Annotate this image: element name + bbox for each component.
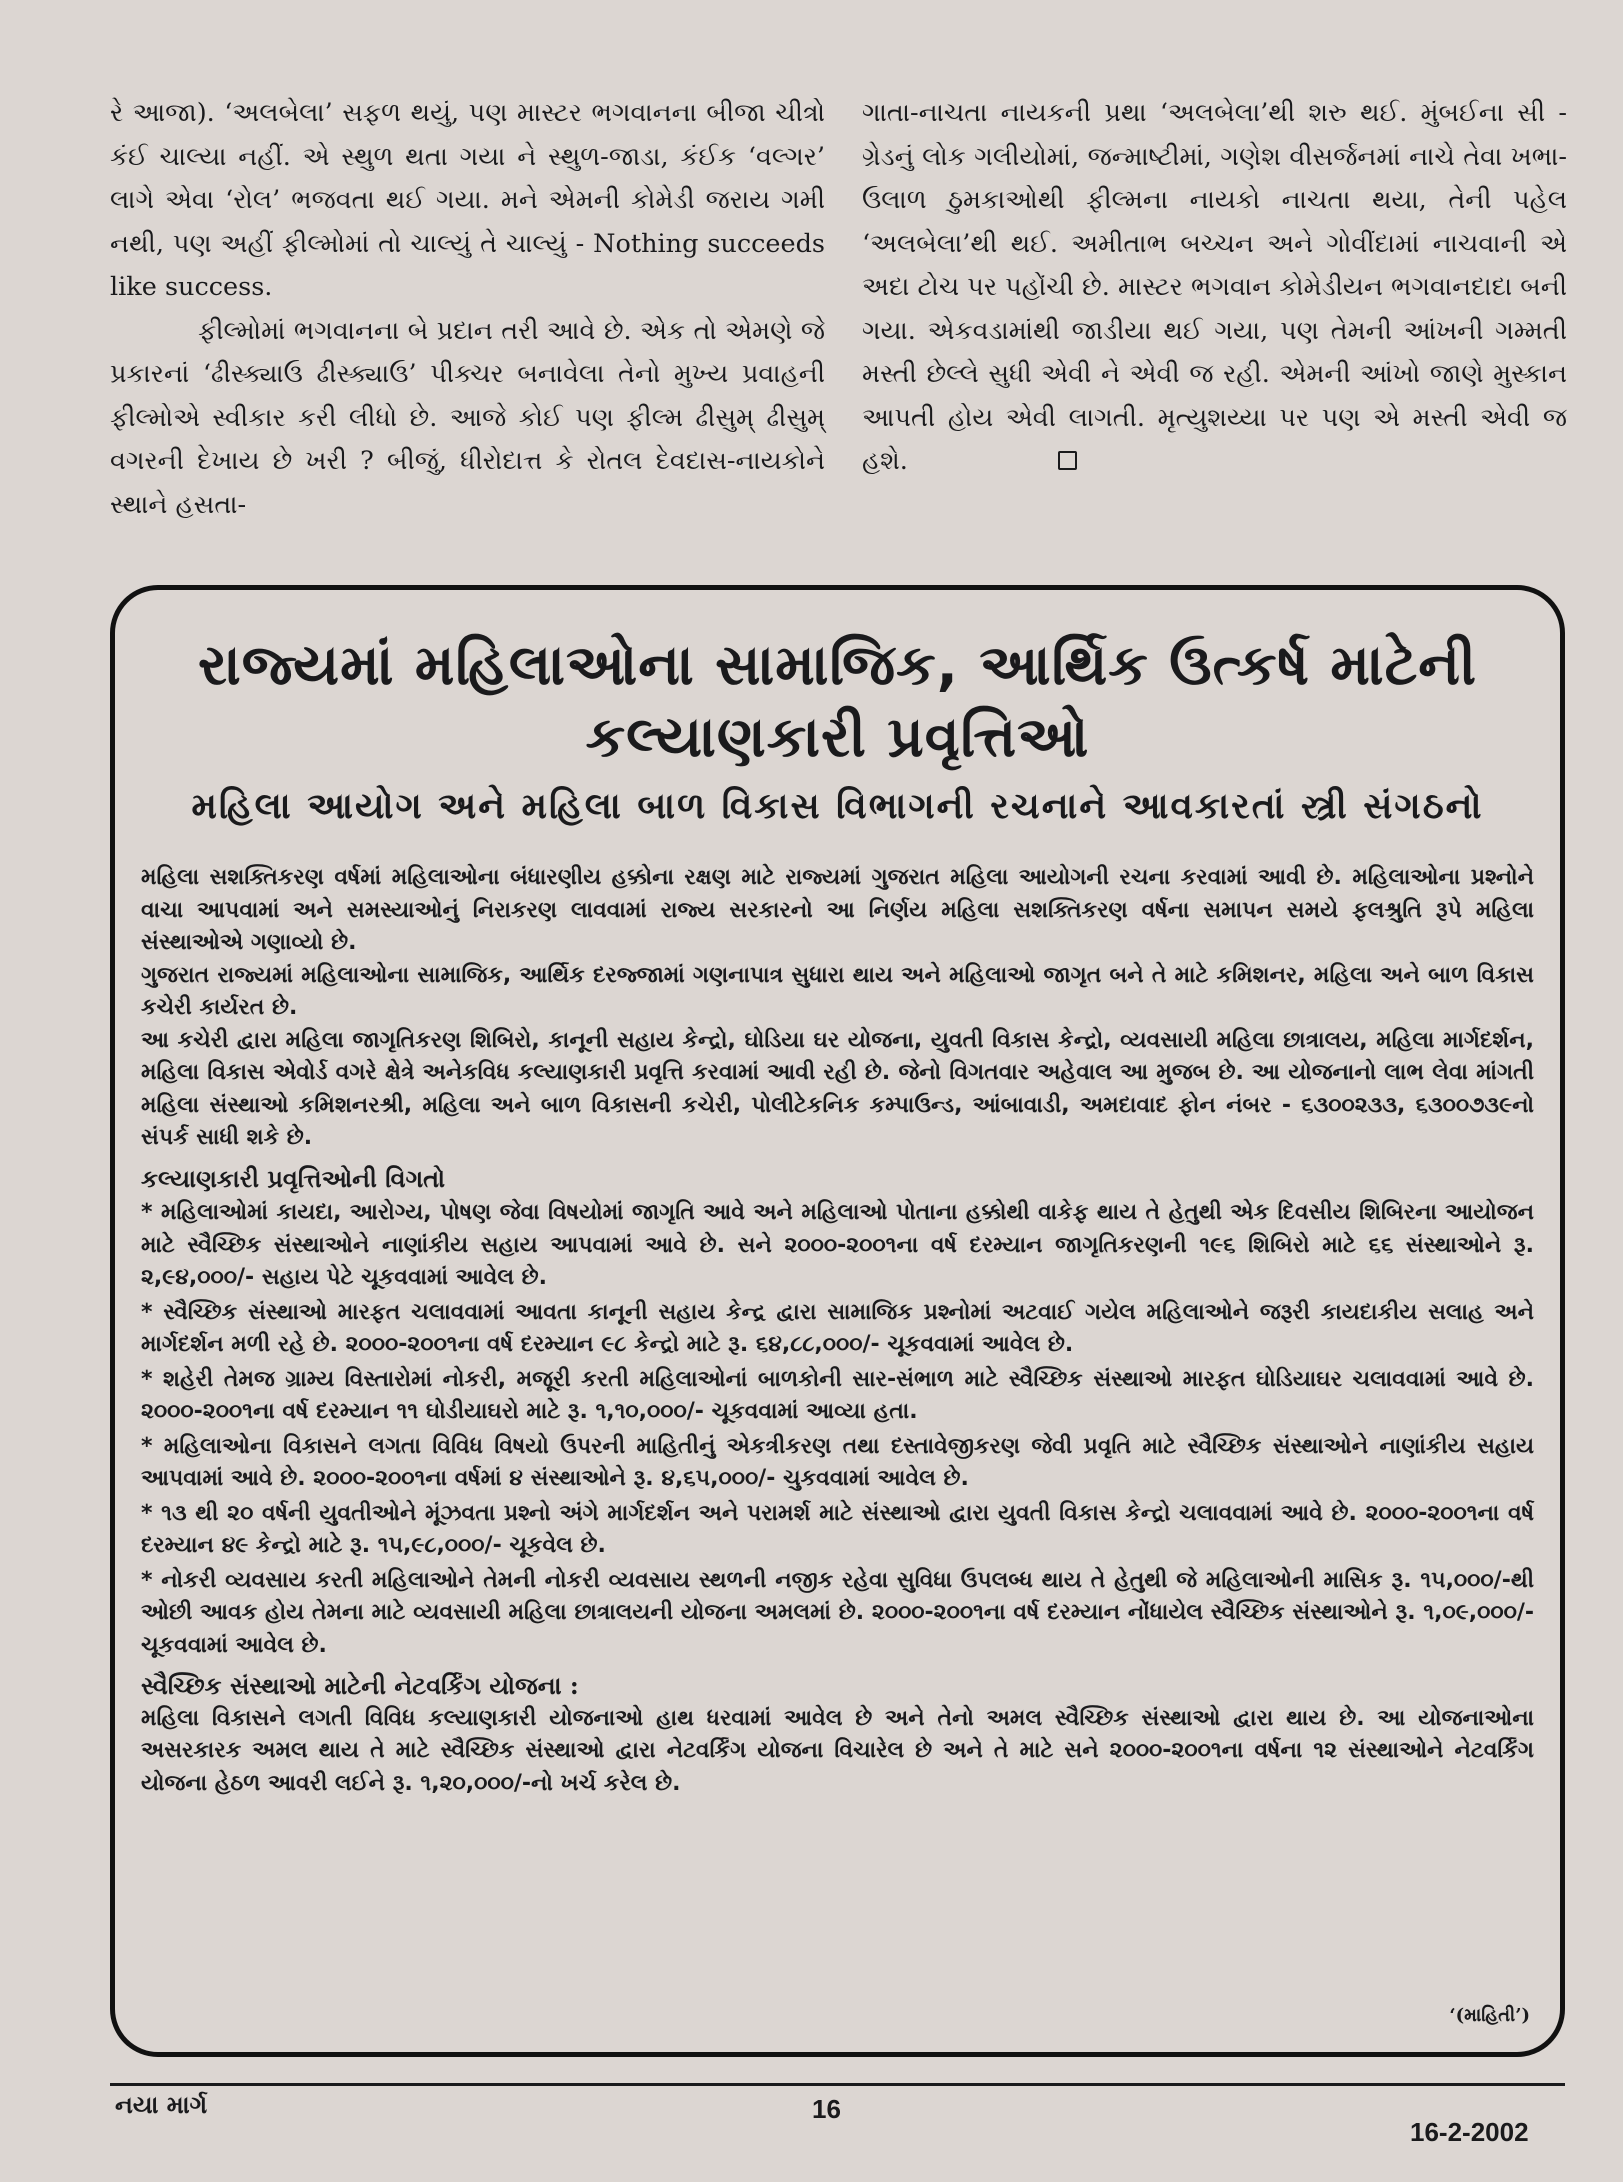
magazine-name: નયા માર્ગ <box>115 2090 208 2119</box>
article-paragraph <box>862 92 1567 484</box>
issue-date: 16-2-2002 <box>1410 2117 1529 2147</box>
intro-paragraph: ગુજરાત રાજ્યમાં મહિલાઓના સામાજિક, આર્થિક દરજ્જામાં ગણનાપાત્ર સુધારા થાય અને મહિલાઓ જાગૃત બને તે માટે કમિશનર, મહિલા અને બાળ વિકાસ કચેરી કાર્યરત છે. <box>141 962 1534 1020</box>
scheme-item: * શહેરી તેમજ ગ્રામ્ય વિસ્તારોમાં નોકરી, મજૂરી કરતી મહિલાઓનાં બાળકોની સાર-સંભાળ માટે સ્વૈચ્છિક સંસ્થાઓ મારફત ઘોડિયાઘર ચલાવવામાં આવે છે. ૨૦૦૦-૨૦૦૧ના વર્ષ દરમ્યાન ૧૧ ઘોડીયાઘરો માટે રૂ. ૧,૧૦,૦૦૦/- ચૂકવવામાં આવ્યા હતા. <box>141 1366 1534 1424</box>
women-welfare-article-box <box>110 585 1565 2057</box>
intro-paragraph: આ કચેરી દ્વારા મહિલા જાગૃતિકરણ શિબિરો, કાનૂની સહાય કેન્દ્રો, ઘોડિયા ઘર યોજના, યુવતી વિકાસ કેન્દ્રો, વ્યવસાયી મહિલા છાત્રાલય, મહિલા માર્ગદર્શન, મહિલા વિકાસ એવોર્ડ વગરે ક્ષેત્રે અનેકવિધ કલ્યાણકારી પ્રવૃત્તિ કરવામાં આવી રહી છે. જેનો વિગતવાર અહેવાલ આ મુજબ છે. આ યોજનાનો લાભ લેવા માંગતી મહિલા સંસ્થાઓ કમિશનરશ્રી, મહિલા અને બાળ વિકાસની કચેરી, પોલીટેકનિક કમ્પાઉન્ડ, આંબાવાડી, અમદાવાદ ફોન નંબર - ૬૩૦૦૨૩૩, ૬૩૦૦૭૩૯નો સંપર્ક સાધી શકે છે. <box>141 1027 1534 1150</box>
scheme-item: * મહિલાઓના વિકાસને લગતા વિવિધ વિષયો ઉપરની માહિતીનું એકત્રીકરણ તથા દસ્તાવેજીકરણ જેવી પ્રવૃતિ માટે સ્વૈચ્છિક સંસ્થાઓને નાણાંકીય સહાય આપવામાં આવે છે. ૨૦૦૦-૨૦૦૧ના વર્ષમાં ૪ સંસ્થાઓને રૂ. ૪,૬૫,૦૦૦/- ચુકવવામાં આવેલ છે. <box>141 1433 1534 1491</box>
footer-divider <box>110 2083 1565 2086</box>
box-body <box>141 862 1534 1800</box>
article-paragraph: ફીલ્મોમાં ભગવાનના બે પ્રદાન તરી આવે છે. એક તો એમણે જે પ્રકારનાં ‘ઢીસ્ક્યાઉ ઢીસ્ક્યાઉ’ પીક્ચર બનાવેલા તેનો મુખ્ય પ્રવાહની ફીલ્મોએ સ્વીકાર કરી લીધો છે. આજે કોઈ પણ ફીલ્મ ઢીસુમ્ ઢીસુમ્ વગરની દેખાય છે ખરી ? બીજું, ધીરોદાત્ત કે રોતલ દેવદાસ-નાયકોને સ્થાને હસતા- <box>110 315 825 520</box>
box-title-line1: રાજ્યમાં મહિલાઓના સામાજિક, આર્થિક ઉત્કર્ષ માટેની <box>198 633 1477 698</box>
end-of-article-mark <box>1058 451 1077 470</box>
page-number: 16 <box>812 2094 841 2124</box>
article-paragraph: રે આજા). ‘અલબેલા’ સફળ થયું, પણ માસ્ટર ભગવાનના બીજા ચીત્રો કંઈ ચાલ્યા નહીં. એ સ્થુળ થતા ગયા ને સ્થુળ-જાડા, કંઈક ‘વલ્ગર’ લાગે એવા ‘રોલ’ ભજવતા થઈ ગયા. મને એમની કોમેડી જરાય ગમી નથી, પણ અહીં ફીલ્મોમાં તો ચાલ્યું તે ચાલ્યું - Nothing succeeds like success. <box>110 98 825 302</box>
scheme-item: * સ્વૈચ્છિક સંસ્થાઓ મારફત ચલાવવામાં આવતા કાનૂની સહાય કેન્દ્ર દ્વારા સામાજિક પ્રશ્નોમાં અટવાઈ ગયેલ મહિલાઓને જરૂરી કાયદાકીય સલાહ અને માર્ગદર્શન મળી રહે છે. ૨૦૦૦-૨૦૦૧ના વર્ષ દરમ્યાન ૯૮ કેન્દ્રો માટે રૂ. ૬૪,૮૮,૦૦૦/- ચૂકવવામાં આવેલ છે. <box>141 1299 1534 1357</box>
section-heading: કલ્યાણકારી પ્રવૃત્તિઓની વિગતો <box>141 1163 446 1193</box>
networking-paragraph: મહિલા વિકાસને લગતી વિવિધ કલ્યાણકારી યોજનાઓ હાથ ધરવામાં આવેલ છે અને તેનો અમલ સ્વૈચ્છિક સંસ્થાઓ દ્વારા થાય છે. આ યોજનાઓના અસરકારક અમલ થાય તે માટે સ્વૈચ્છિક સંસ્થાઓ દ્વારા નેટવર્કિંગ યોજના વિચારેલ છે અને તે માટે સને ૨૦૦૦-૨૦૦૧ના વર્ષના ૧૨ સંસ્થાઓને નેટવર્કિંગ યોજના હેઠળ આવરી લઈને રૂ. ૧,૨૦,૦૦૦/-નો ખર્ચ કરેલ છે. <box>141 1705 1534 1796</box>
scheme-item: * ૧૩ થી ૨૦ વર્ષની યુવતીઓને મૂંઝવતા પ્રશ્નો અંગે માર્ગદર્શન અને પરામર્શ માટે સંસ્થાઓ દ્વારા યુવતી વિકાસ કેન્દ્રો ચલાવવામાં આવે છે. ૨૦૦૦-૨૦૦૧ના વર્ષ દરમ્યાન ૪૯ કેન્દ્રો માટે રૂ. ૧૫,૯૮,૦૦૦/- ચૂકવેલ છે. <box>141 1500 1534 1558</box>
intro-paragraph: મહિલા સશક્તિકરણ વર્ષમાં મહિલાઓના બંધારણીય હક્કોના રક્ષણ માટે રાજ્યમાં ગુજરાત મહિલા આયોગની રચના કરવામાં આવી છે. મહિલાઓના પ્રશ્નોને વાચા આપવામાં અને સમસ્યાઓનું નિરાકરણ લાવવામાં રાજ્ય સરકારનો આ નિર્ણય મહિલા સશક્તિકરણ વર્ષના સમાપન સમયે ફલશ્રુતિ રૂપે મહિલા સંસ્થાઓએ ગણાવ્યો છે. <box>141 865 1534 955</box>
source-credit: ‘(માહિતી’) <box>1449 2005 1530 2026</box>
box-title <box>141 630 1534 774</box>
box-subtitle: મહિલા આયોગ અને મહિલા બાળ વિકાસ વિભાગની રચનાને આવકારતાં સ્ત્રી સંગઠનો <box>191 786 1484 827</box>
scheme-item: * નોકરી વ્યવસાય કરતી મહિલાઓને તેમની નોકરી વ્યવસાય સ્થળની નજીક રહેવા સુવિધા ઉપલબ્ધ થાય તે હેતુથી જે મહિલાઓની માસિક રૂ. ૧૫,૦૦૦/-થી ઓછી આવક હોય તેમના માટે વ્યવસાયી મહિલા છાત્રાલયની યોજના અમલમાં છે. ૨૦૦૦-૨૦૦૧ના વર્ષ દરમ્યાન નોંધાયેલ સ્વૈચ્છિક સંસ્થાઓને રૂ. ૧,૦૯,૦૦૦/- ચૂકવવામાં આવેલ છે. <box>141 1567 1534 1658</box>
article-right-column <box>862 92 1567 484</box>
article-paragraph-text: ગાતા-નાચતા નાયકની પ્રથા ‘અલબેલા’થી શરુ થઈ. મુંબઈના સી - ગ્રેડનું લોક ગલીયોમાં, જન્માષ્ટીમાં, ગણેશ વીસર્જનમાં નાચે તેવા ખભા-ઉલાળ ઠુમકાઓથી ફીલ્મના નાયકો નાચતા થયા, તેની પહેલ ‘અલબેલા’થી થઈ. અમીતાભ બચ્ચન અને ગોવીંદામાં નાચવાની એ અદા ટોચ પર પહોંચી છે. માસ્ટર ભગવાન કોમેડીયન ભગવાનદાદા બની ગયા. એકવડામાંથી જાડીયા થઈ ગયા, પણ તેમની આંખની ગમ્મતી મસ્તી છેલ્લે સુધી એવી ને એવી જ રહી. એમની આંખો જાણે મુસ્કાન આપતી હોય એવી લાગતી. મૃત્યુશય્યા પર પણ એ મસ્તી એવી જ હશે. <box>862 98 1567 476</box>
section-heading: સ્વૈચ્છિક સંસ્થાઓ માટેની નેટવર્કિંગ યોજના : <box>141 1671 579 1700</box>
article-left-column <box>110 92 825 527</box>
scheme-item: * મહિલાઓમાં કાયદા, આરોગ્ય, પોષણ જેવા વિષયોમાં જાગૃતિ આવે અને મહિલાઓ પોતાના હક્કોથી વાકેફ થાય તે હેતુથી એક દિવસીય શિબિરના આયોજન માટે સ્વૈચ્છિક સંસ્થાઓને નાણાંકીય સહાય આપવામાં આવે છે. સને ૨૦૦૦-૨૦૦૧ના વર્ષ દરમ્યાન જાગૃતિકરણની ૧૯૬ શિબિરો માટે ૬૬ સંસ્થાઓને રૂ. ૨,૯૪,૦૦૦/- સહાય પેટે ચૂકવવામાં આવેલ છે. <box>141 1200 1534 1290</box>
box-title-line2: કલ્યાણકારી પ્રવૃત્તિઓ <box>585 705 1090 770</box>
